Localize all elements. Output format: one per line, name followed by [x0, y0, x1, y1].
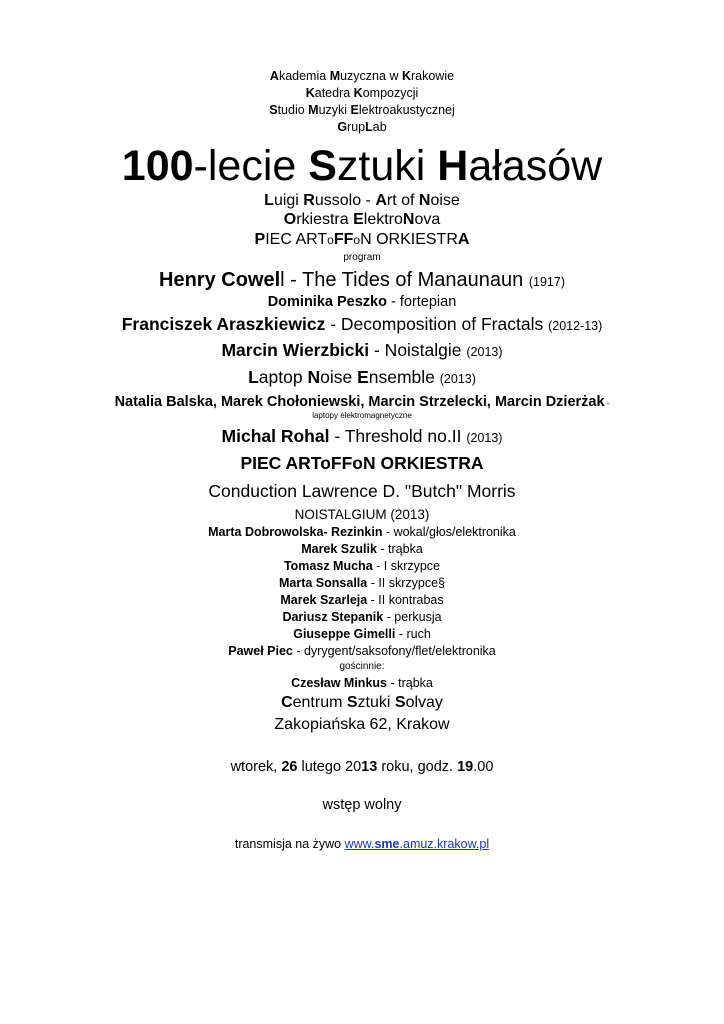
performer-stepanik: Dariusz Stepanik - perkusja: [282, 610, 442, 624]
guests-label: gościnnie:: [339, 661, 385, 672]
ensemble-members: Natalia Balska, Marek Chołoniewski, Marcin Strzelecki, Marcin Dzierżak -: [114, 394, 610, 410]
program-label: program: [343, 252, 381, 263]
program-item-rohal: Michal Rohal - Threshold no.II (2013): [221, 426, 503, 446]
performer-mucha: Tomasz Mucha - I skrzypce: [283, 559, 441, 573]
entry-info: wstęp wolny: [322, 797, 402, 813]
performer-minkus: Czesław Minkus - trąbka: [291, 676, 433, 690]
ensemble-role: laptopy elektromagnetyczne: [312, 411, 412, 420]
studio-name: Studio Muzyki Elektroakustycznej: [269, 103, 455, 117]
program-item-wierzbicki: Marcin Wierzbicki - Noistalgie (2013): [221, 340, 503, 360]
grouplab-name: GrupLab: [337, 120, 387, 134]
program-item-araszkiewicz: Franciszek Araszkiewicz - Decomposition of Fractals (2012-13): [121, 314, 603, 334]
performer-piec: Paweł Piec - dyrygent/saksofony/flet/elektronika: [228, 644, 496, 658]
stream-info: transmisja na żywo www.sme.amuz.krakow.pl: [234, 837, 490, 851]
noistalgium-title: NOISTALGIUM (2013): [294, 507, 430, 522]
orchestra-title: PIEC ARToFFoN ORKIESTRA: [240, 453, 484, 473]
program-item-cowell: Henry Cowell - The Tides of Manaunaun (1917): [159, 269, 565, 291]
performer-sonsalla: Marta Sonsalla - II skrzypce§: [278, 576, 446, 590]
department-name: Katedra Kompozycji: [305, 86, 419, 100]
page-title: 100-lecie Sztuki Hałasów: [121, 142, 603, 190]
stream-link[interactable]: www.sme.amuz.krakow.pl: [344, 837, 490, 851]
subtitle-piec: PIEC ARToFFoN ORKIESTRA: [254, 231, 470, 248]
venue-address: Zakopiańska 62, Krakow: [274, 716, 450, 733]
performer-szarleja: Marek Szarleja - II kontrabas: [280, 593, 444, 607]
program-performer-peszko: Dominika Peszko - fortepian: [267, 294, 457, 310]
performer-gimelli: Giuseppe Gimelli - ruch: [293, 627, 431, 641]
conduction-credit: Conduction Lawrence D. "Butch" Morris: [208, 481, 516, 501]
venue-name: Centrum Sztuki Solvay: [281, 694, 443, 711]
performer-dobrowolska: Marta Dobrowolska- Rezinkin - wokal/głos/elektronika: [208, 525, 516, 539]
program-item-laptop-ensemble: Laptop Noise Ensemble (2013): [248, 367, 476, 387]
subtitle-russolo: Luigi Russolo - Art of Noise: [264, 192, 460, 209]
performer-szulik: Marek Szulik - trąbka: [301, 542, 423, 556]
subtitle-orchestra: Orkiestra ElektroNova: [283, 211, 441, 228]
academy-name: Akademia Muzyczna w Krakowie: [269, 69, 455, 83]
event-date: wtorek, 26 lutego 2013 roku, godz. 19.00: [230, 759, 494, 775]
